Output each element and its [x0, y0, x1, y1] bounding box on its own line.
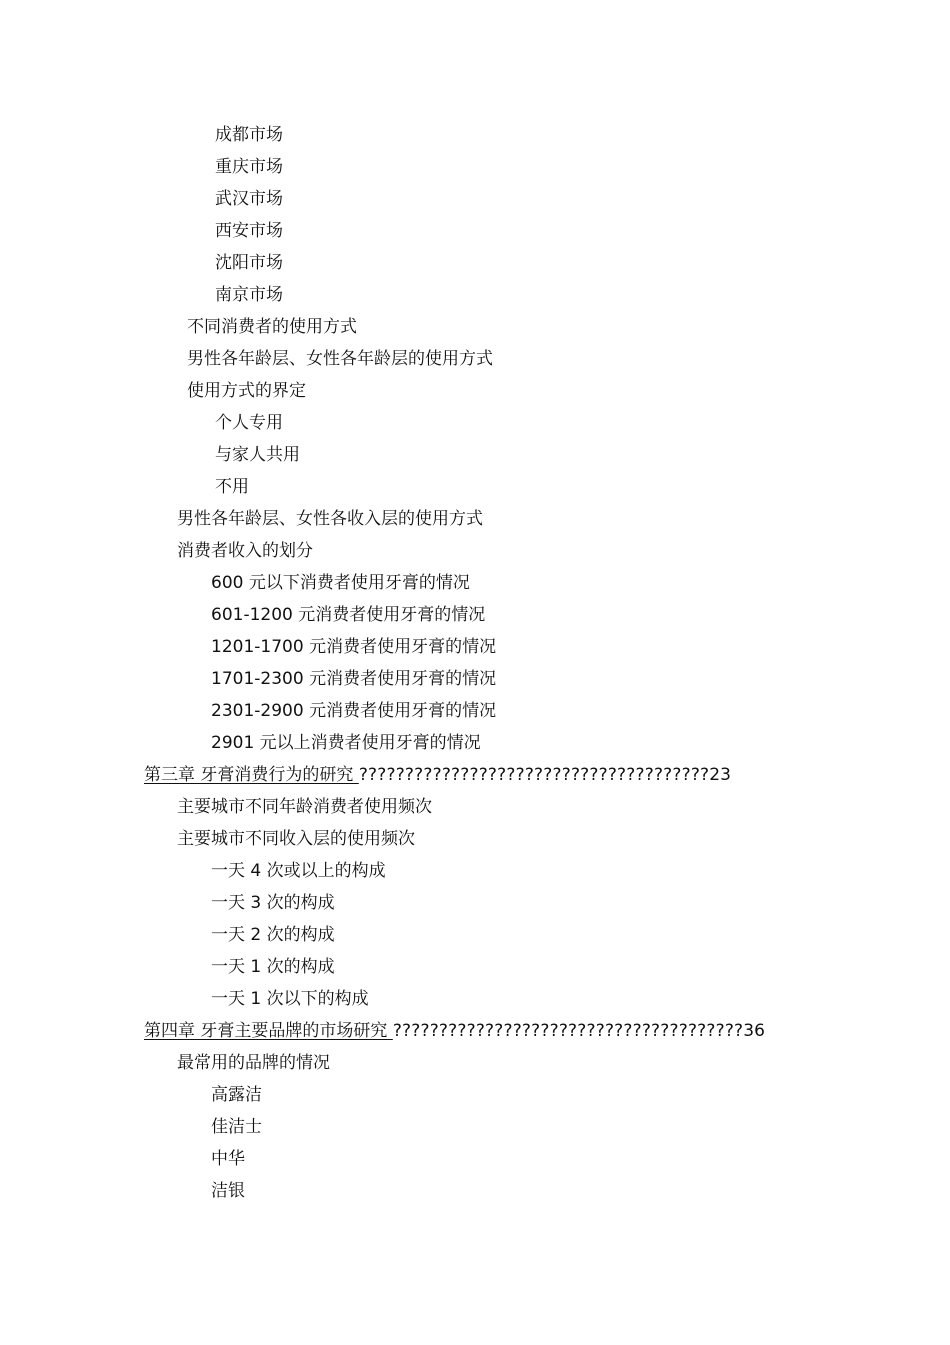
dot-leader: ??????????????????????????????????????	[392, 1021, 744, 1041]
toc-entry: 西安市场	[215, 221, 283, 241]
toc-chapter-3[interactable]	[144, 764, 731, 786]
toc-entry: 男性各年龄层、女性各收入层的使用方式	[177, 509, 483, 529]
toc-entry: 南京市场	[215, 285, 283, 305]
toc-entry: 使用方式的界定	[187, 381, 306, 401]
toc-entry: 主要城市不同收入层的使用频次	[177, 829, 415, 849]
toc-entry: 1701-2300 元消费者使用牙膏的情况	[211, 669, 497, 689]
toc-entry: 不同消费者的使用方式	[187, 317, 357, 337]
toc-entry: 重庆市场	[215, 157, 283, 177]
toc-entry: 一天 3 次的构成	[211, 893, 335, 913]
toc-entry: 沈阳市场	[215, 253, 283, 273]
dot-leader: ??????????????????????????????????????	[358, 765, 710, 785]
chapter-title[interactable]: 第四章 牙膏主要品牌的市场研究	[144, 1021, 393, 1041]
toc-entry: 男性各年龄层、女性各年龄层的使用方式	[187, 349, 493, 369]
toc-entry: 消费者收入的划分	[177, 541, 313, 561]
toc-entry: 与家人共用	[215, 445, 300, 465]
toc-entry: 个人专用	[215, 413, 283, 433]
toc-entry: 一天 1 次的构成	[211, 957, 335, 977]
toc-chapter-4[interactable]	[144, 1020, 765, 1042]
toc-entry: 一天 4 次或以上的构成	[211, 861, 386, 881]
toc-entry: 不用	[215, 477, 249, 497]
toc-entry: 601-1200 元消费者使用牙膏的情况	[211, 605, 486, 625]
toc-entry: 600 元以下消费者使用牙膏的情况	[211, 573, 470, 593]
toc-entry: 1201-1700 元消费者使用牙膏的情况	[211, 637, 497, 657]
toc-entry: 2301-2900 元消费者使用牙膏的情况	[211, 701, 497, 721]
toc-entry: 成都市场	[215, 125, 283, 145]
toc-entry: 最常用的品牌的情况	[177, 1053, 330, 1073]
toc-entry: 一天 2 次的构成	[211, 925, 335, 945]
toc-entry: 一天 1 次以下的构成	[211, 989, 369, 1009]
toc-entry: 高露洁	[211, 1085, 262, 1105]
page-number: 23	[709, 765, 731, 785]
page-number: 36	[743, 1021, 765, 1041]
toc-entry: 佳洁士	[211, 1117, 262, 1137]
toc-entry: 2901 元以上消费者使用牙膏的情况	[211, 733, 481, 753]
toc-entry: 中华	[211, 1149, 245, 1169]
toc-entry: 武汉市场	[215, 189, 283, 209]
toc-entry: 洁银	[211, 1181, 245, 1201]
toc-entry: 主要城市不同年龄消费者使用频次	[177, 797, 432, 817]
chapter-title[interactable]: 第三章 牙膏消费行为的研究	[144, 765, 359, 785]
